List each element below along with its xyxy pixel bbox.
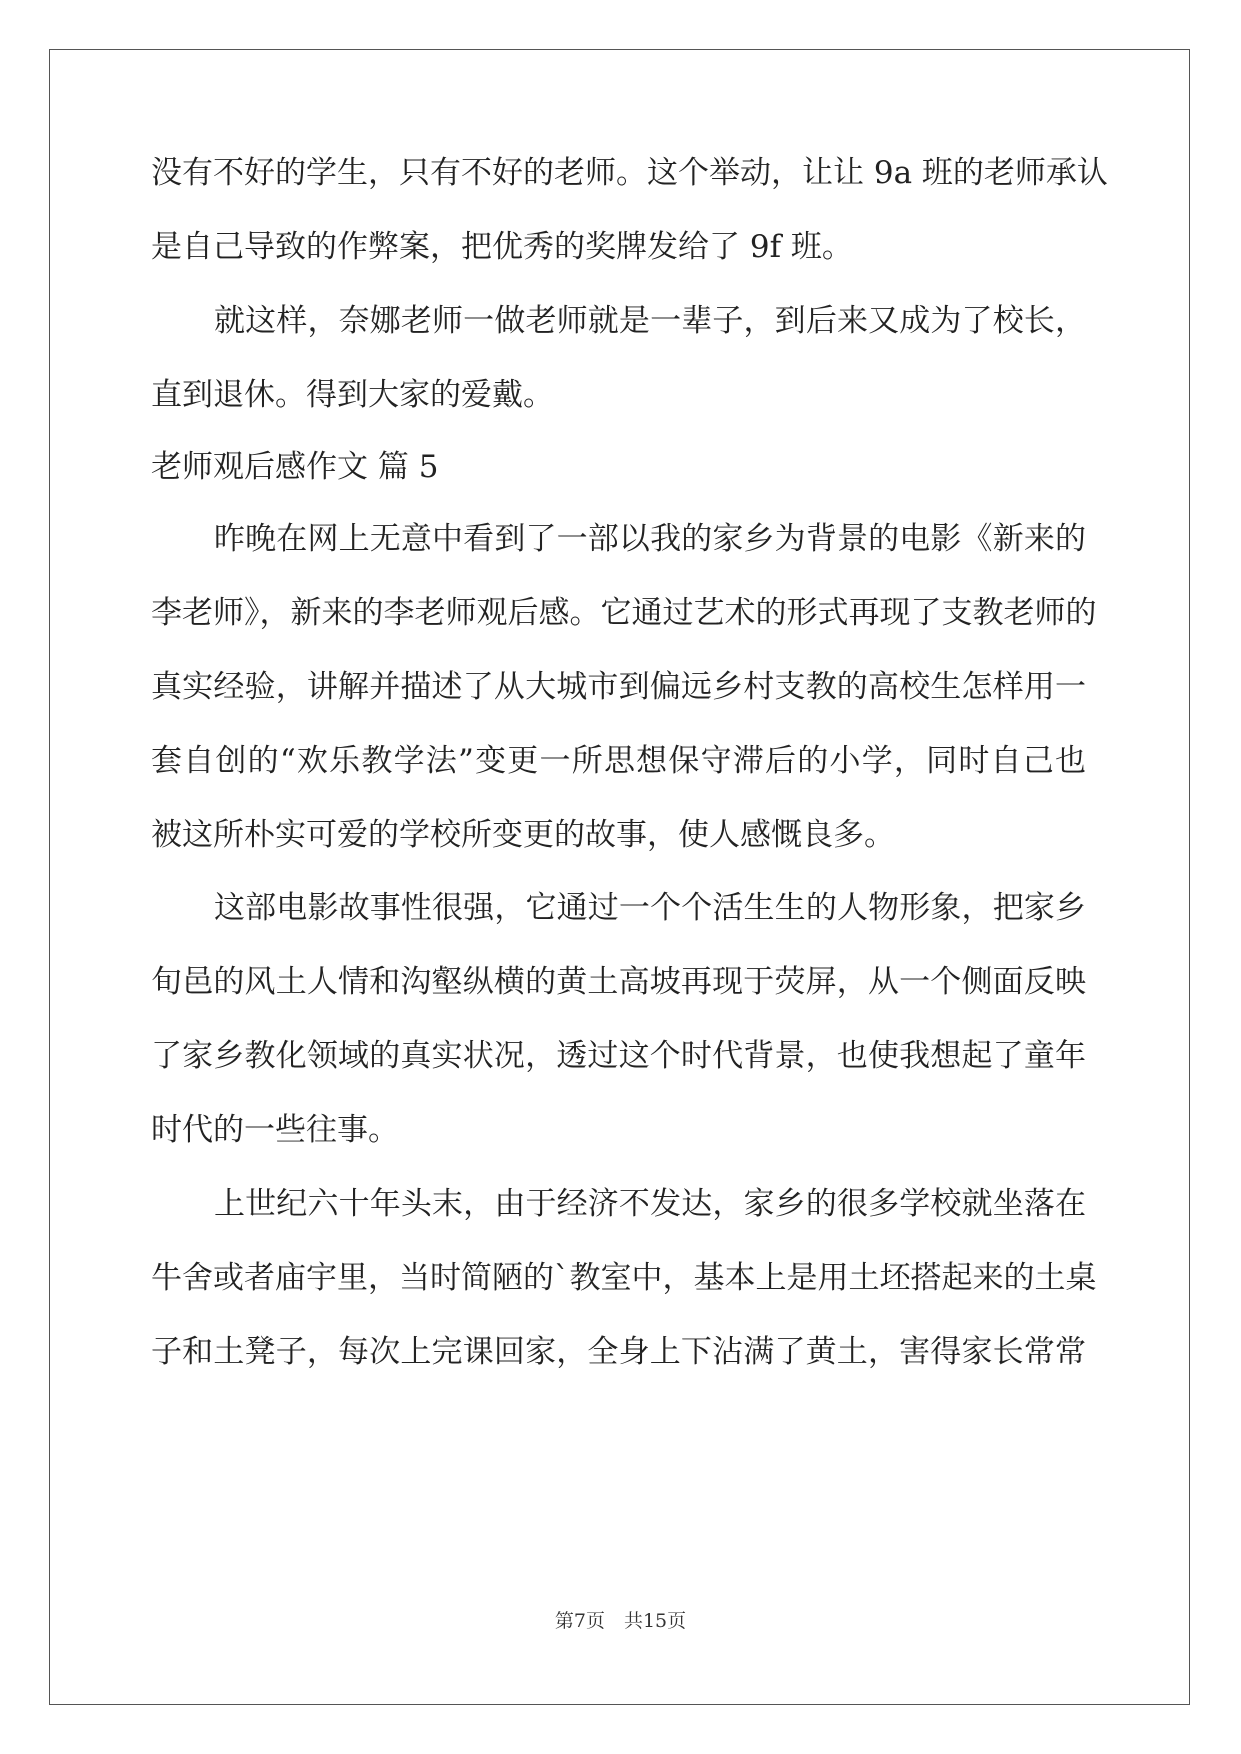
text-line: 了家乡教化领域的真实状况，透过这个时代背景，也使我想起了童年 [151, 1038, 1086, 1074]
section-heading: 老师观后感作文 篇 5 [151, 449, 439, 485]
page-border [49, 49, 1190, 1705]
text-line: 上世纪六十年头末，由于经济不发达，家乡的很多学校就坐落在 [214, 1186, 1086, 1222]
text-line: 直到退休。得到大家的爱戴。 [151, 377, 554, 413]
text-line: 被这所朴实可爱的学校所变更的故事，使人感慨良多。 [151, 817, 895, 853]
text-line: 就这样，奈娜老师一做老师就是一辈子，到后来又成为了校长， [214, 303, 1086, 339]
text-line: 牛舍或者庙宇里，当时简陋的`教室中，基本上是用土坯搭起来的土桌 [151, 1260, 1097, 1296]
page-number-footer: 第7页 共15页 [554, 1610, 687, 1632]
text-line: 子和土凳子，每次上完课回家，全身上下沾满了黄土，害得家长常常 [151, 1334, 1086, 1370]
text-line: 时代的一些往事。 [151, 1112, 399, 1148]
text-line: 真实经验，讲解并描述了从大城市到偏远乡村支教的高校生怎样用一 [151, 669, 1086, 705]
text-line: 是自己导致的作弊案，把优秀的奖牌发给了 9f 班。 [151, 229, 853, 265]
text-line: 这部电影故事性很强，它通过一个个活生生的人物形象，把家乡 [214, 890, 1086, 926]
text-line: 没有不好的学生，只有不好的老师。这个举动，让让 9a 班的老师承认 [151, 155, 1108, 191]
text-line: 李老师》，新来的李老师观后感。它通过艺术的形式再现了支教老师的 [151, 595, 1097, 631]
text-line: 旬邑的风土人情和沟壑纵横的黄土高坡再现于荧屏，从一个侧面反映 [151, 964, 1086, 1000]
text-line: 昨晚在网上无意中看到了一部以我的家乡为背景的电影《新来的 [214, 521, 1086, 557]
text-line: 套自创的“欢乐教学法”变更一所思想保守滞后的小学，同时自己也 [151, 743, 1086, 779]
